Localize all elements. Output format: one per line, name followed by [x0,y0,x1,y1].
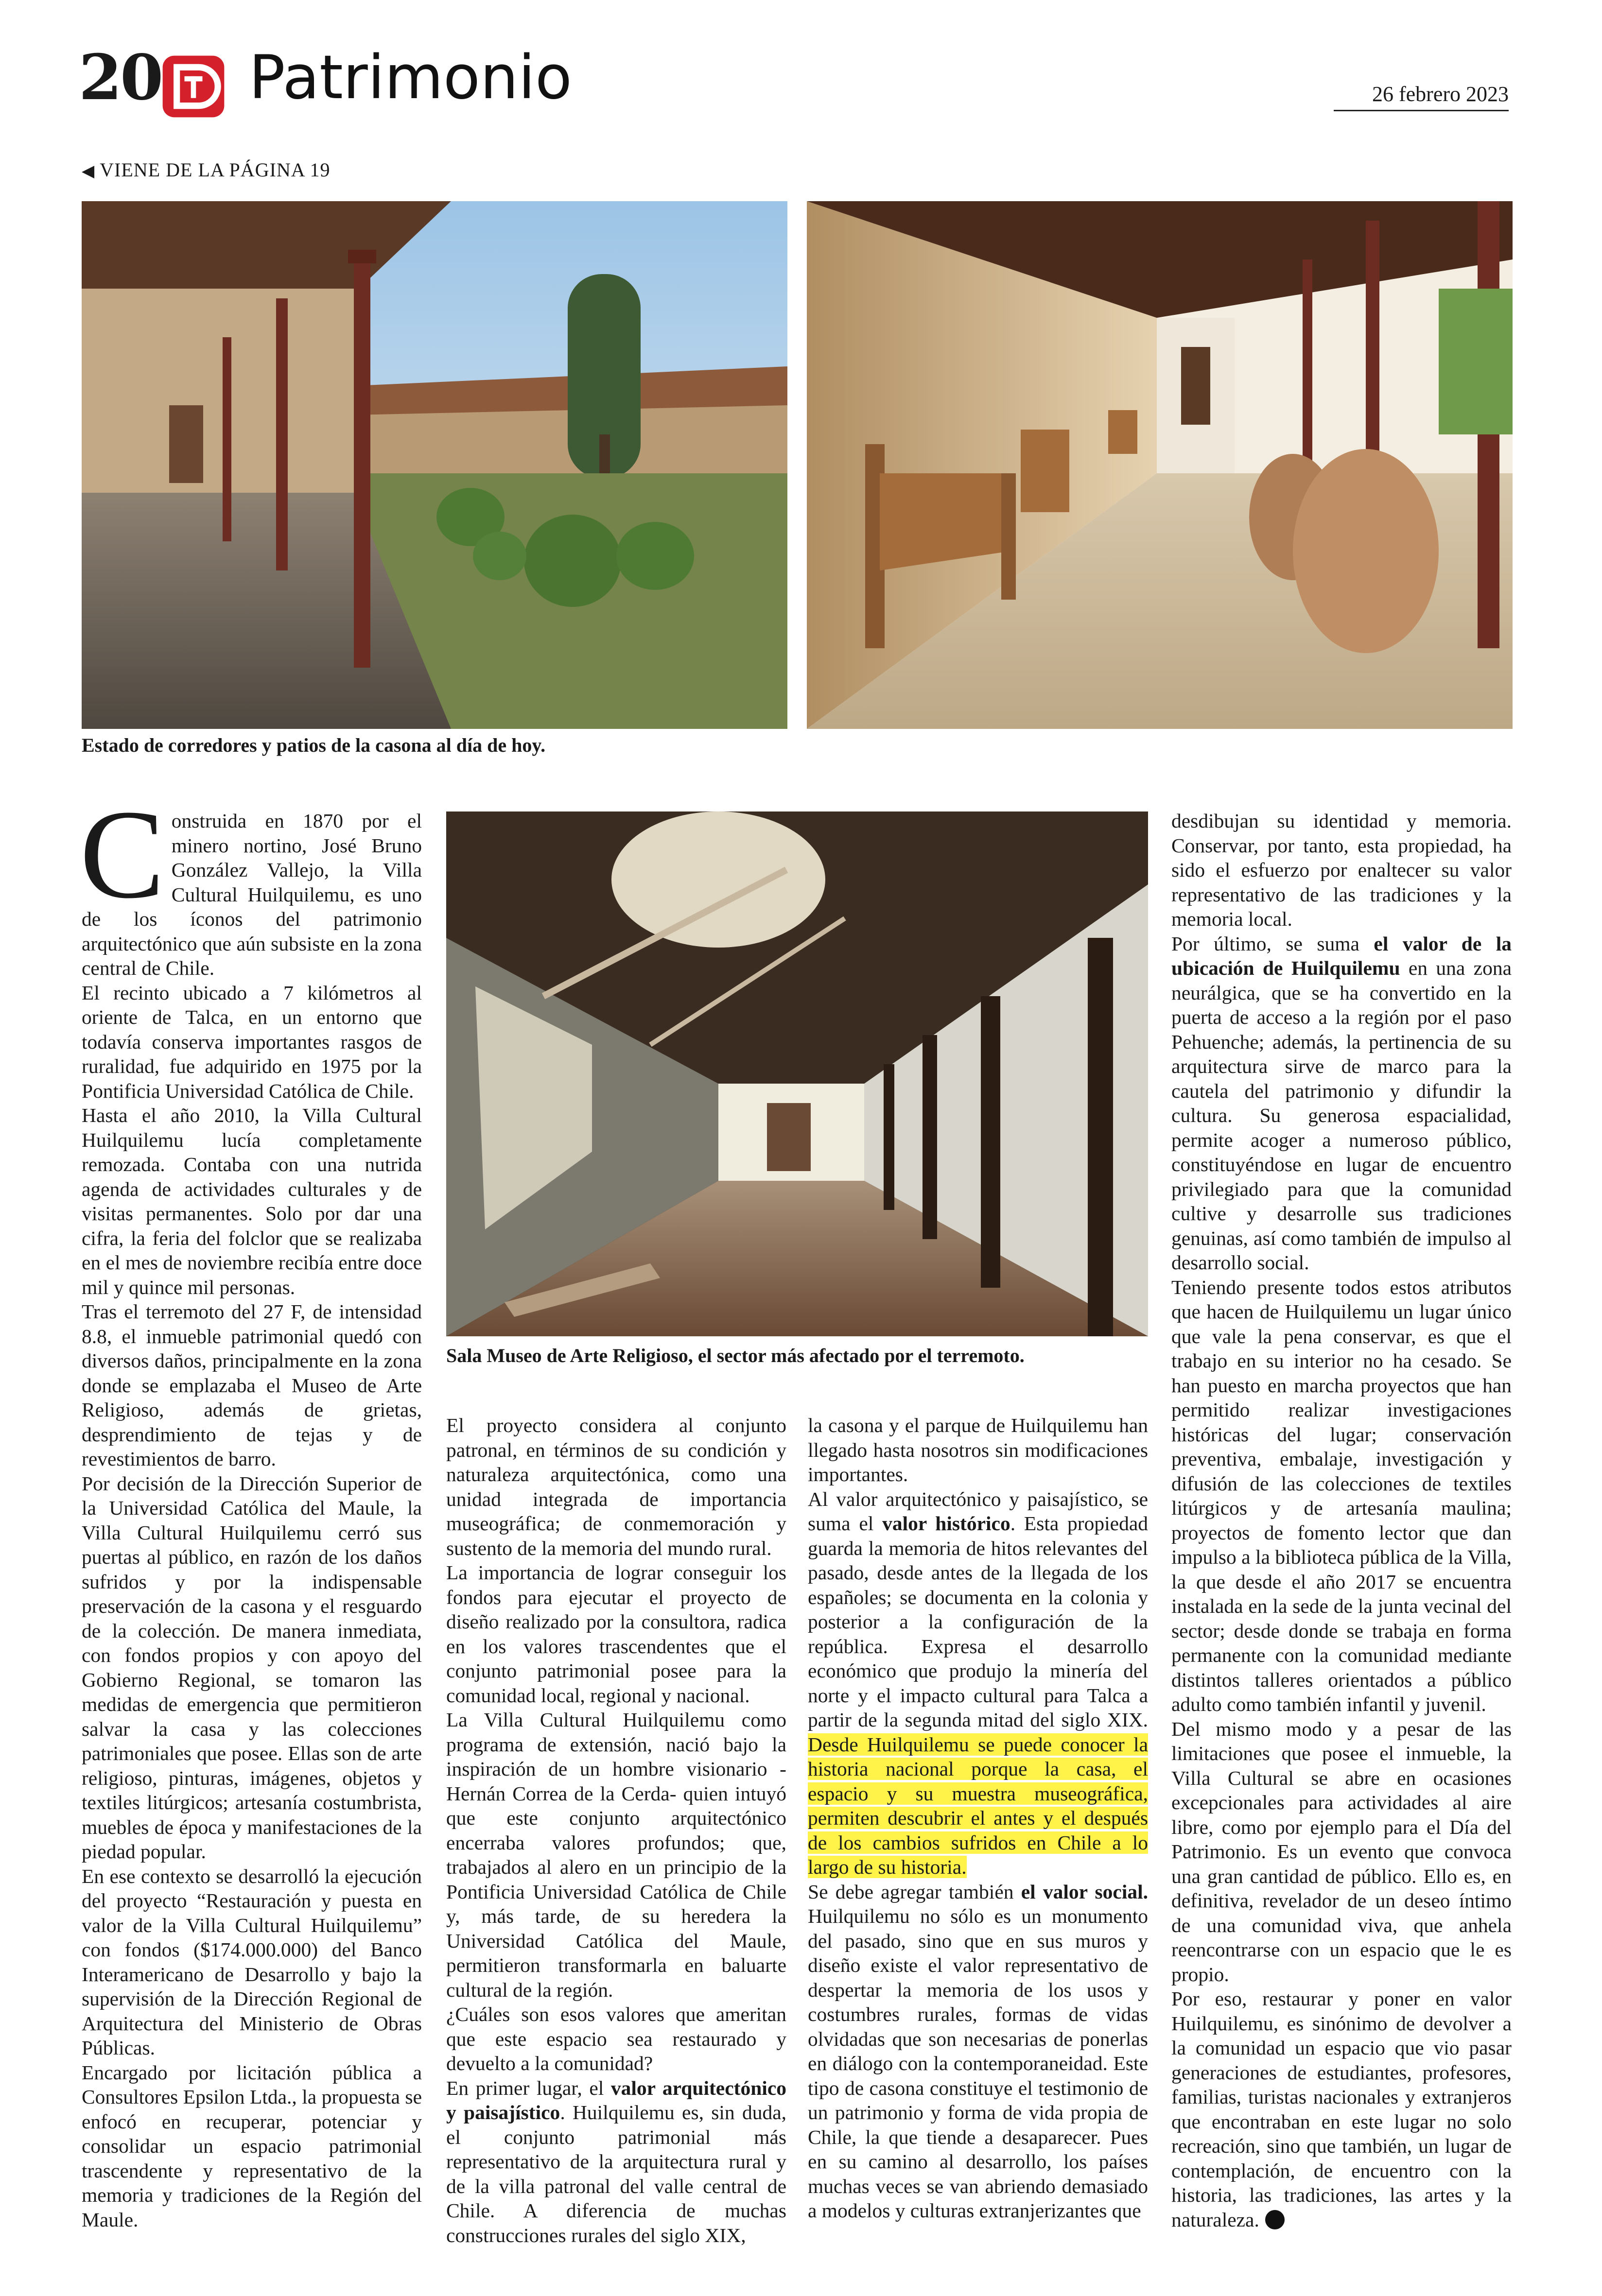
paragraph: la casona y el parque de Huilquilemu han llegado hasta nosotros sin modificaciones importantes. [808,1414,1148,1485]
end-of-article-icon [1265,2210,1285,2229]
paragraph: Construida en 1870 por el minero nortino, José Bruno González Vallejo, la Villa Cultural Huilquilemu, es uno de los íconos del patrimonio arquitectónico que aún subsiste en la zona central de Chile. [80,784,422,979]
photo-corridor-jars [807,201,1513,729]
top-photo-caption: Estado de corredores y patios de la casona al día de hoy. [82,734,546,756]
photo-museum-damaged-hall [446,811,1148,1336]
paragraph: Al valor arquitectónico y paisajístico, se suma el valor histórico. Esta propiedad guarda la memoria de hitos relevantes del pasado, desde antes de la llegada de los españoles; se documenta en la colonia y posterior a la configuración de la república. Expresa el desarrollo económico que produjo la minería del norte y el impacto cultural para Talca a partir de la segunda mitad del siglo XIX. Desde Huilquilemu se puede conocer la historia nacional porque la casa, el espacio y su muestra museográfica, permiten descubrir el antes y el después de los cambios sufridos en Chile a lo largo de su historia. [808,1487,1148,1878]
paragraph: El proyecto considera al conjunto patronal, en términos de su condición y naturaleza arquitectónica, como una unidad integrada de importancia museográfica; de conmemoración y sustento de la memoria del mundo rural. [446,1414,786,1559]
paragraph: El recinto ubicado a 7 kilómetros al oriente de Talca, en un entorno que todavía conserva importantes rasgos de ruralidad, fue adquirido en 1975 por la Pontificia Universidad Católica de Chile. [82,981,422,1102]
photo-courtyard-corridor [82,201,787,729]
paragraph: En ese contexto se desarrolló la ejecución del proyecto “Restauración y puesta en valor de la Villa Cultural Huilquilemu” con fondos ($174.000.000) del Banco Interamericano de Desarrollo y bajo la supervisión de la Dirección Regional de Arquitectura del Ministerio de Obras Públicas. [82,1864,422,2059]
paragraph: La Villa Cultural Huilquilemu como programa de extensión, nació bajo la inspiración de un hombre visionario -Hernán Correa de la Cerda- quien intuyó que este conjunto arquitectónico encerraba valores profundos; que, trabajados al alero en un principio de la Pontificia Universidad Católica de Chile y, más tarde, de su heredera la Universidad Católica del Maule, permitieron transformarla en baluarte cultural de la región. [446,1709,786,2001]
left-triangle-icon: ◀ [82,161,95,181]
article-column-4 [1171,809,1512,2232]
paragraph: desdibujan su identidad y memoria. Conservar, por tanto, esta propiedad, ha sido el esfuerzo por enaltecer su valor representativo de las tradiciones y la memoria local. [1171,810,1512,930]
article-column-1 [80,784,422,2232]
paragraph: Tras el terremoto del 27 F, de intensidad 8.8, el inmueble patrimonial quedó con diversos daños, principalmente en la zona donde se emplazaba el Museo de Arte Religioso, además de grietas, desprendimiento de tejas y de revestimientos de barro. [82,1300,422,1470]
paragraph: Por decisión de la Dirección Superior de la Universidad Católica del Maule, la Villa Cultural Huilquilemu cerró sus puertas al público, en razón de los daños sufridos y por la indispensable preservación de la casona y el resguardo de la colección. De manera inmediata, con fondos propios y con apoyo del Gobierno Regional, se tomaron las medidas de emergencia que permitieron salvar la casa y las colecciones patrimoniales que posee. Ellas son de arte religioso, pinturas, imágenes, objetos y textiles litúrgicos; artesanía costumbrista, muebles de época y manifestaciones de la piedad popular. [82,1472,422,1863]
issue-date: 26 febrero 2023 [1372,82,1509,106]
paragraph: ¿Cuáles son esos valores que ameritan que este espacio sea restaurado y devuelto a la comunidad? [446,2003,786,2074]
paragraph: Se debe agregar también el valor social. Huilquilemu no sólo es un monumento del pasado, sino que en sus muros y diseño existe el valor representativo de despertar la memoria de los usos y costumbres rurales, formas de vidas olvidadas que son necesarias de ponerlas en diálogo con la contemporaneidad. Este tipo de casona constituye el testimonio de un patrimonio y forma de vida propia de Chile, la que tiende a desaparecer. Pues en su camino al desarrollo, los países muchas veces se van abriendo demasiado a modelos y culturas extranjerizantes que [808,1880,1148,2222]
paragraph: Por último, se suma el valor de la ubicación de Huilquilemu en una zona neurálgica, que se ha convertido en la puerta de acceso a la región por el paso Pehuenche; además, la pertinencia de su arquitectura sirve de marco para la cautela del patrimonio y difundir la cultura. Su generosa espacialidad, permite acoger a numeroso público, constituyéndose en lugar de encuentro privilegiado para que la comunidad cultive y desarrolle sus tradiciones genuinas, así como también de impulso al desarrollo social. [1171,932,1512,1274]
continued-from: ◀ VIENE DE LA PÁGINA 19 [82,159,331,181]
paragraph: Teniendo presente todos estos atributos que hacen de Huilquilemu un lugar único que vale la pena conservar, es que el trabajo en su interior no ha cesado. Se han puesto en marcha proyectos que han permitido realizar investigaciones históricas del lugar; conservación preventiva, embalaje, investigación y difusión de las colecciones de textiles litúrgicos y de artesanía maulina; proyectos de fomento lector que dan impulso a la biblioteca pública de la Villa, la que desde el año 2017 se encuentra instalada en la sede de la junta vecinal del sector; desde donde se trabaja en forma permanente con la comunidad mediante distintos talleres orientados a público adulto como también infantil y juvenil. [1171,1276,1512,1715]
page-number: 20 [79,41,162,114]
dropcap: C [80,784,165,925]
paragraph: Hasta el año 2010, la Villa Cultural Huilquilemu lucía completamente remozada. Contaba con una nutrida agenda de actividades culturales y de visitas permanentes. Solo por dar una cifra, la feria del folclor que se realizaba en el mes de noviembre recibía entre doce mil y quince mil personas. [82,1104,422,1298]
article-column-3 [808,1413,1148,2223]
newspaper-logo [161,54,226,119]
section-title: Patrimonio [249,43,572,113]
middle-photo-caption: Sala Museo de Arte Religioso, el sector más afectado por el terremoto. [446,1345,1025,1366]
paragraph: Por eso, restaurar y poner en valor Huilquilemu, es sinónimo de devolver a la comunidad un espacio que vio pasar generaciones de estudiantes, profesores, familias, turistas nacionales y extranjeros que encontraban en este lugar no solo recreación, sino que también, un lugar de contemplación, de encuentro con la historia, las tradiciones, las artes y la naturaleza. [1171,1987,1512,2231]
paragraph: La importancia de lograr conseguir los fondos para ejecutar el proyecto de diseño realizado por la consultora, radica en los valores trascendentes que el conjunto patrimonial posee para la comunidad local, regional y nacional. [446,1561,786,1707]
article-column-2 [446,1413,786,2247]
highlighted-text: Desde Huilquilemu se puede conocer la historia nacional porque la casa, el espacio y su muestra museográfica, permiten descubrir el antes y el después de los cambios sufridos en Chile a lo largo de su historia. [808,1733,1148,1878]
date-underline [1334,110,1509,111]
paragraph: En primer lugar, el valor arquitectónico y paisajístico. Huilquilemu es, sin duda, el conjunto patrimonial más representativo de la arquitectura rural y de la villa patronal del valle central de Chile. A diferencia de muchas construcciones rurales del siglo XIX, [446,2076,786,2246]
paragraph: Del mismo modo y a pesar de las limitaciones que posee el inmueble, la Villa Cultural se abre en ocasiones excepcionales para actividades al aire libre, como por ejemplo para el Día del Patrimonio. Es un evento que convoca una gran cantidad de público. Ello es, en definitiva, revelador de un deseo íntimo de una comunidad viva, que anhela reencontrarse con un espacio que le es propio. [1171,1717,1512,1985]
paragraph: Encargado por licitación pública a Consultores Epsilon Ltda., la propuesta se enfocó en recuperar, potenciar y consolidar un espacio patrimonial trascendente y representativo de la memoria y tradiciones de la Región del Maule. [82,2061,422,2231]
